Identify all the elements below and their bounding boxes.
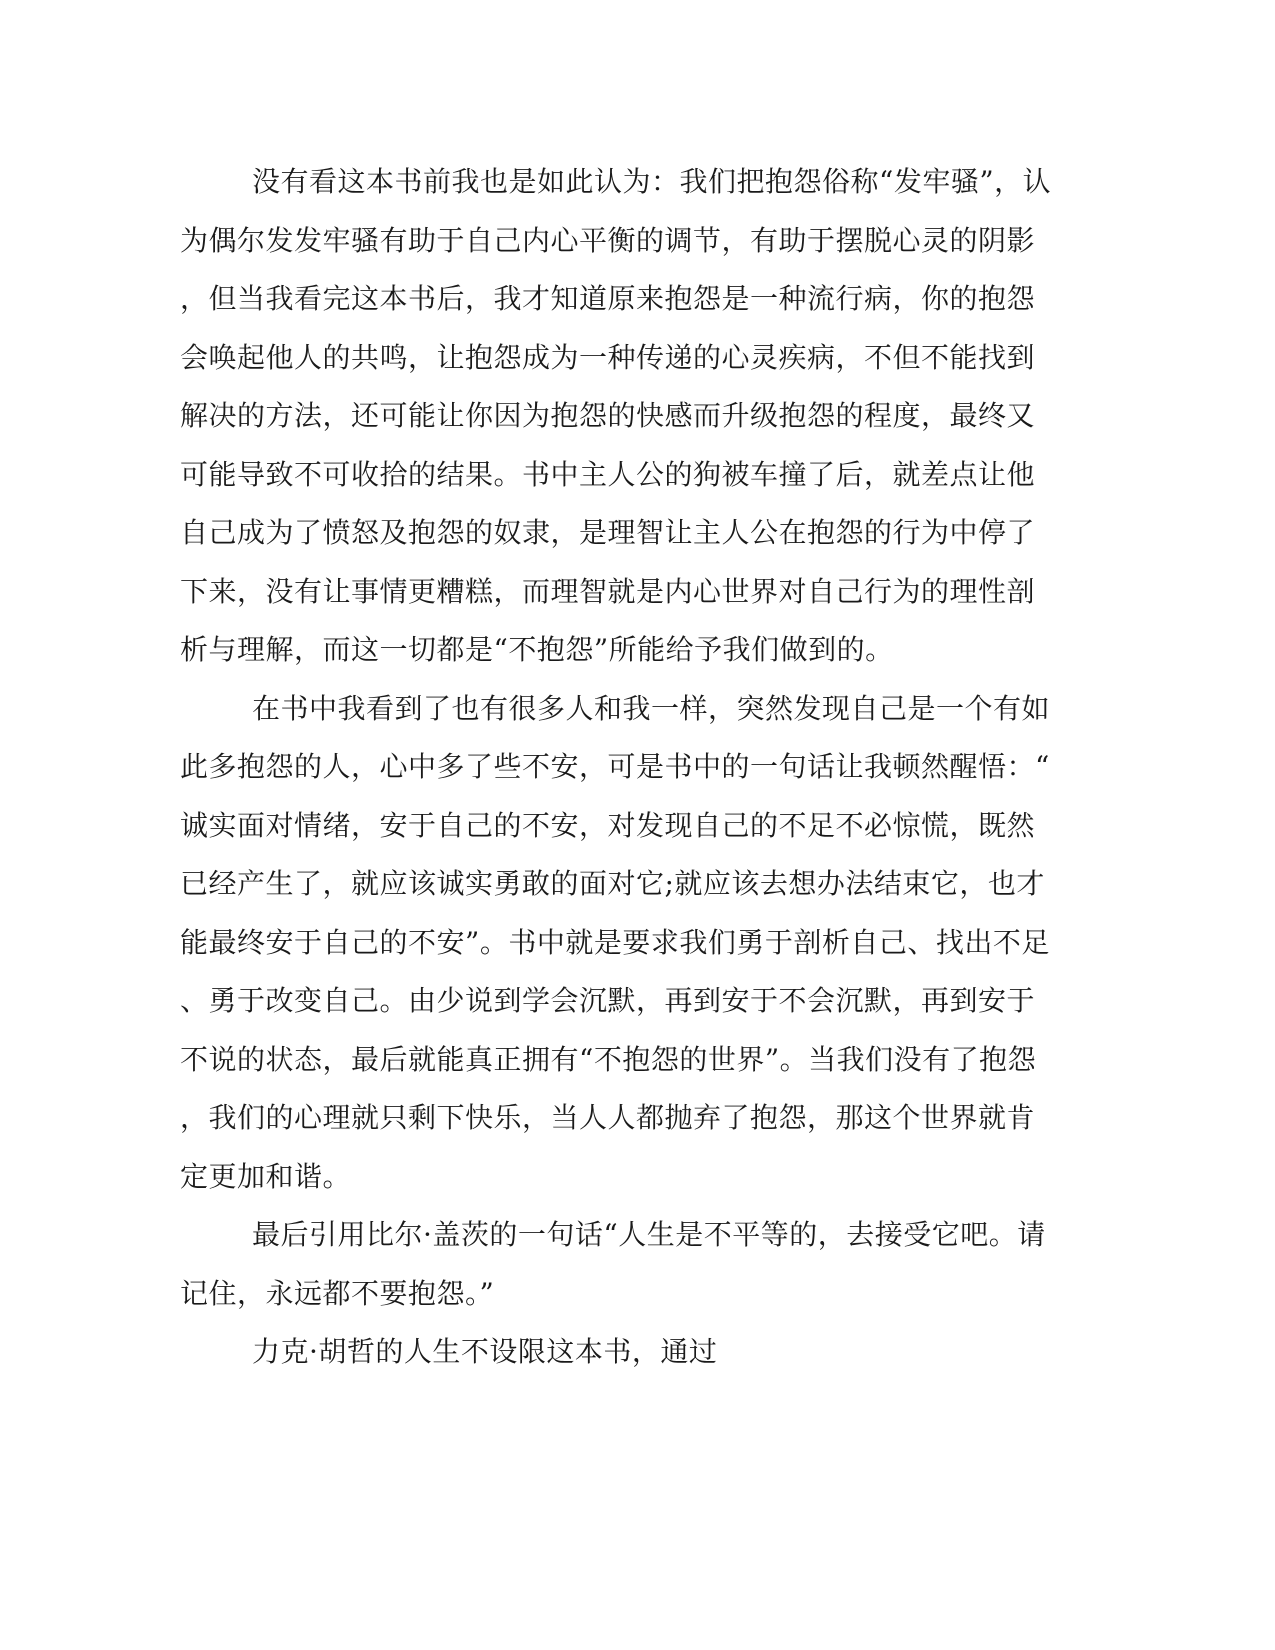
text-line: 能最终安于自己的不安”。书中就是要求我们勇于剖析自己、找出不足	[180, 925, 1050, 959]
text-line: 没有看这本书前我也是如此认为：我们把抱怨俗称“发牢骚”，认	[252, 165, 1052, 198]
text-line: 自己成为了愤怒及抱怨的奴隶，是理智让主人公在抱怨的行为中停了	[180, 516, 1036, 549]
paragraph-3	[180, 1206, 1046, 1323]
text-line: 最后引用比尔·盖茨的一句话“人生是不平等的，去接受它吧。请	[252, 1218, 1046, 1251]
text-line: ，但当我看完这本书后，我才知道原来抱怨是一种流行病，你的抱怨	[180, 282, 1036, 315]
text-line: 析与理解，而这一切都是“不抱怨”所能给予我们做到的。	[180, 633, 894, 666]
paragraph-2	[180, 680, 1051, 1207]
document-body	[180, 153, 1052, 1382]
paragraph-1	[180, 153, 1052, 680]
text-line: 解决的方法，还可能让你因为抱怨的快感而升级抱怨的程度，最终又	[180, 399, 1036, 432]
text-line: 可能导致不可收拾的结果。书中主人公的狗被车撞了后，就差点让他	[180, 457, 1036, 491]
text-line: 在书中我看到了也有很多人和我一样，突然发现自己是一个有如	[252, 691, 1051, 725]
text-line: 、勇于改变自己。由少说到学会沉默，再到安于不会沉默，再到安于	[180, 984, 1036, 1017]
text-line: 为偶尔发发牢骚有助于自己内心平衡的调节，有助于摆脱心灵的阴影	[180, 223, 1036, 257]
text-line: 力克·胡哲的人生不设限这本书，通过	[252, 1335, 718, 1368]
text-line: 下来，没有让事情更糟糕，而理智就是内心世界对自己行为的理性剖	[180, 574, 1036, 608]
text-line: 已经产生了，就应该诚实勇敢的面对它;就应该去想办法结束它，也才	[180, 867, 1045, 900]
text-line: 诚实面对情绪，安于自己的不安，对发现自己的不足不必惊慌，既然	[180, 808, 1036, 842]
text-line: 记住，永远都不要抱怨。”	[180, 1276, 495, 1310]
text-line: 会唤起他人的共鸣，让抱怨成为一种传递的心灵疾病，不但不能找到	[180, 340, 1036, 374]
text-line: 定更加和谐。	[180, 1159, 352, 1193]
text-line: 此多抱怨的人，心中多了些不安，可是书中的一句话让我顿然醒悟：“	[180, 750, 1050, 783]
paragraph-4	[180, 1323, 1030, 1382]
text-line: 不说的状态，最后就能真正拥有“不抱怨的世界”。当我们没有了抱怨	[180, 1042, 1037, 1076]
text-line: ，我们的心理就只剩下快乐，当人人都抛弃了抱怨，那这个世界就肯	[180, 1101, 1036, 1134]
